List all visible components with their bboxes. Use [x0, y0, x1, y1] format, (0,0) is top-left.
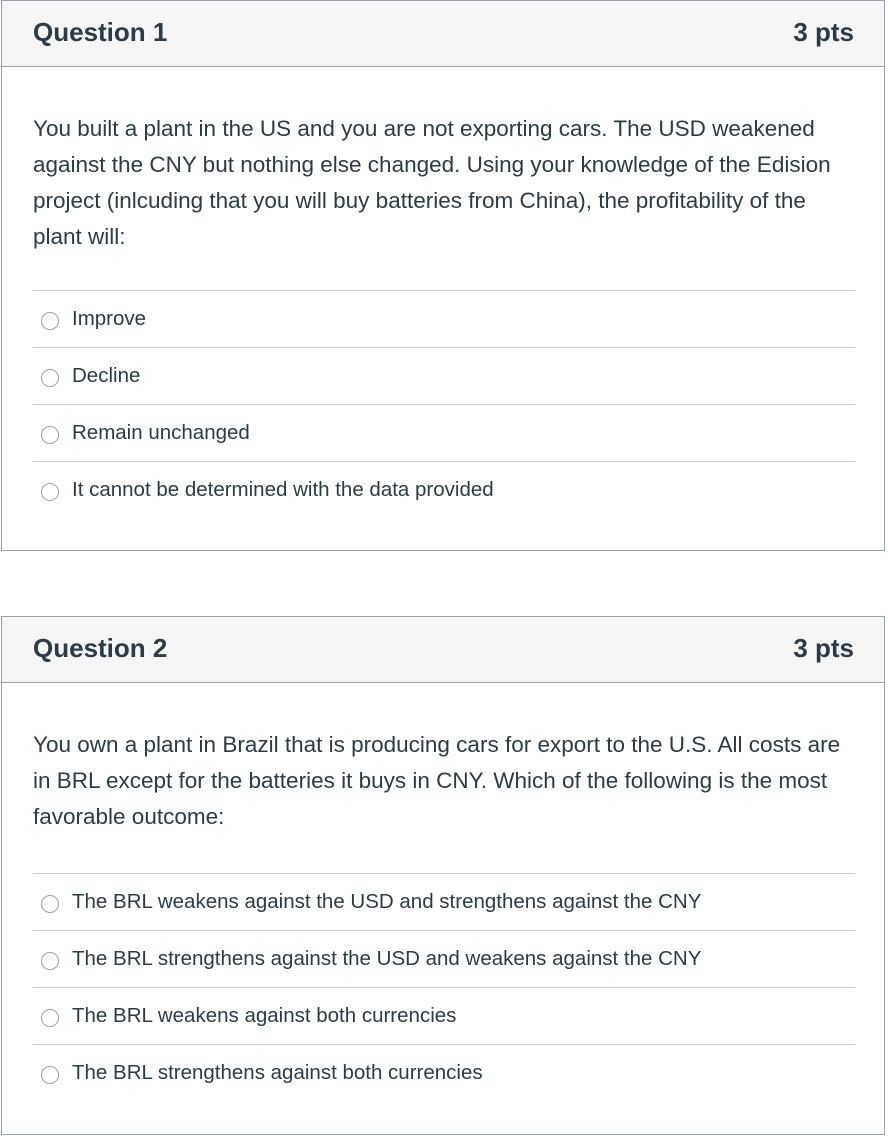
- radio-button-icon[interactable]: [41, 1066, 59, 1084]
- answer-label[interactable]: The BRL weakens against both currencies: [72, 1004, 457, 1027]
- answer-option[interactable]: [33, 290, 855, 347]
- answer-label[interactable]: Improve: [72, 307, 147, 330]
- question-text: You built a plant in the US and you are not exporting cars. The USD weakened against the CNY but nothing else changed. Using your knowledge of the Edision project (inlcuding that you will buy batteries from China), the profitability of the plant will:: [33, 116, 831, 249]
- answer-option[interactable]: [33, 930, 855, 987]
- radio-button-icon[interactable]: [41, 369, 59, 387]
- question-title: Question 2: [33, 633, 168, 663]
- radio-button-icon[interactable]: [41, 952, 59, 970]
- answer-option[interactable]: [33, 987, 855, 1044]
- answer-label[interactable]: It cannot be determined with the data provided: [72, 478, 494, 501]
- question-card-1: [1, 0, 885, 551]
- answer-option[interactable]: [33, 873, 855, 930]
- question-title: Question 1: [33, 17, 168, 47]
- radio-button-icon[interactable]: [41, 895, 59, 913]
- radio-button-icon[interactable]: [41, 312, 59, 330]
- question-card-2: [1, 616, 885, 1135]
- question-header: [2, 617, 884, 683]
- question-points: 3 pts: [793, 633, 854, 663]
- question-header: [2, 1, 884, 67]
- answer-label[interactable]: The BRL weakens against the USD and strengthens against the CNY: [72, 890, 702, 913]
- radio-button-icon[interactable]: [41, 426, 59, 444]
- answer-option[interactable]: [33, 1044, 855, 1101]
- answer-label[interactable]: Decline: [72, 364, 141, 387]
- question-points: 3 pts: [793, 17, 854, 47]
- answer-label[interactable]: The BRL strengthens against both currencies: [72, 1061, 483, 1084]
- question-text: You own a plant in Brazil that is producing cars for export to the U.S. All costs are in BRL except for the batteries it buys in CNY. Which of the following is the most favorable outcome:: [33, 732, 841, 829]
- answer-list: [33, 873, 855, 1101]
- answer-label[interactable]: Remain unchanged: [72, 421, 250, 444]
- answer-list: [33, 290, 855, 518]
- answer-option[interactable]: [33, 404, 855, 461]
- answer-label[interactable]: The BRL strengthens against the USD and weakens against the CNY: [72, 947, 702, 970]
- answer-option[interactable]: [33, 461, 855, 518]
- radio-button-icon[interactable]: [41, 483, 59, 501]
- radio-button-icon[interactable]: [41, 1009, 59, 1027]
- answer-option[interactable]: [33, 347, 855, 404]
